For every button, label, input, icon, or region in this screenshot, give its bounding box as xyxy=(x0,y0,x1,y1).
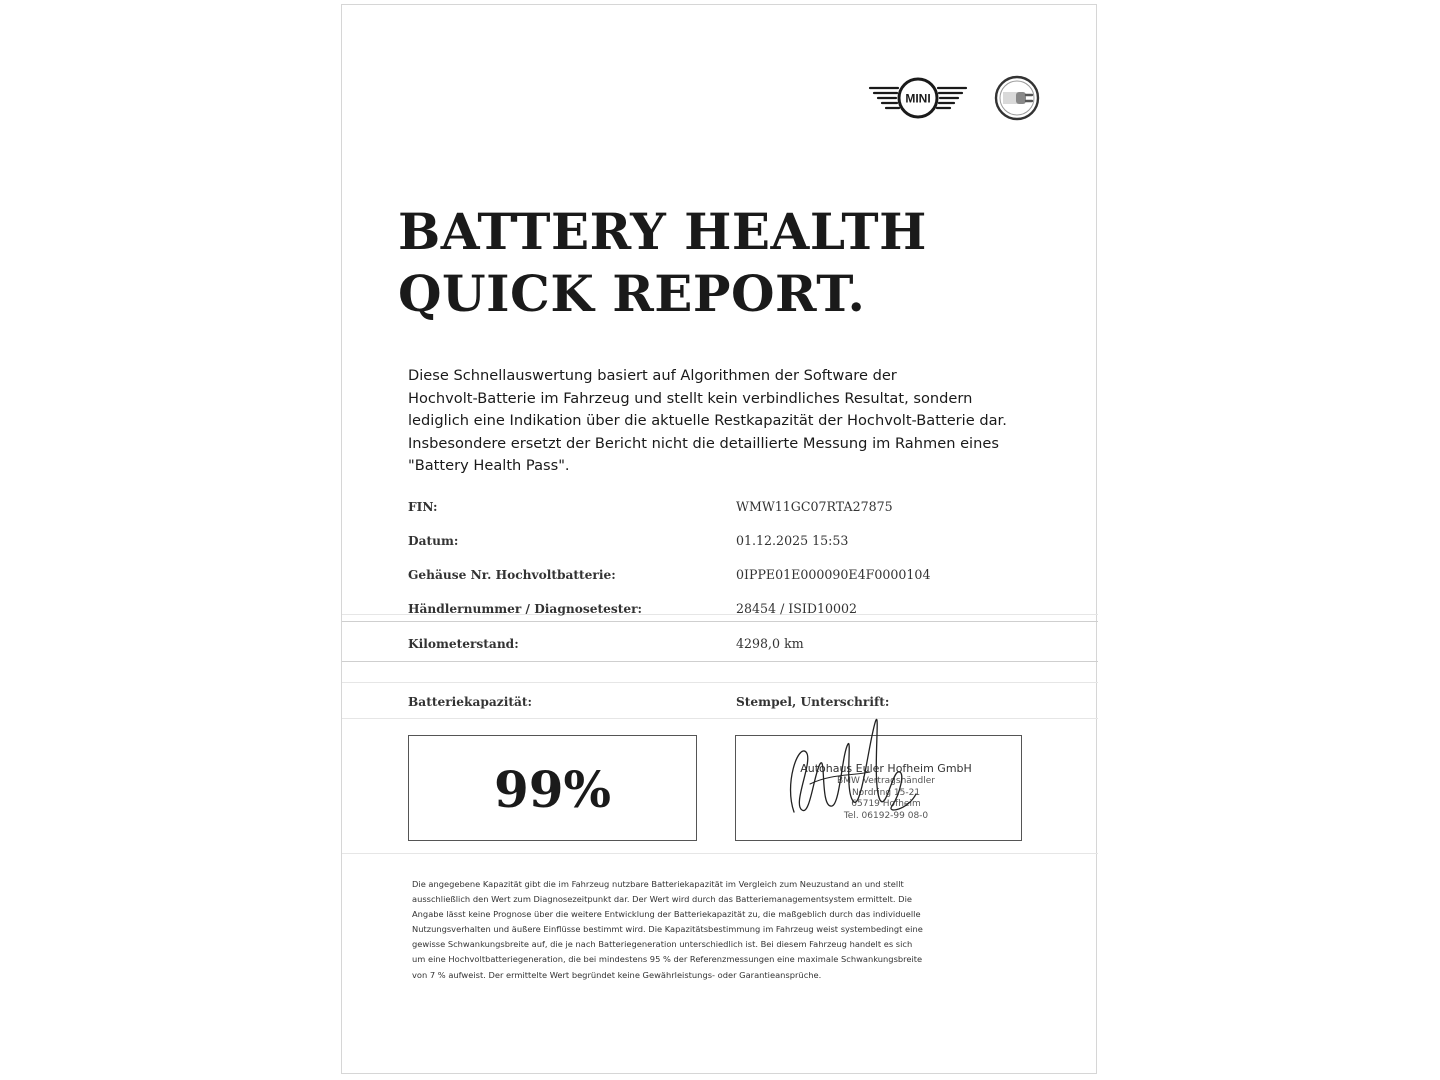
disclaimer-line: Angabe lässt keine Prognose über die weitere Entwicklung der Batteriekapazität zu, die maßgeblich durch das individuelle xyxy=(412,909,921,920)
field-value-haendler: 28454 / ISID10002 xyxy=(736,601,858,616)
disclaimer-text xyxy=(412,877,1022,983)
divider xyxy=(342,682,1098,683)
divider xyxy=(342,718,1098,719)
intro-line: Insbesondere ersetzt der Bericht nicht die detaillierte Messung im Rahmen eines xyxy=(408,434,999,452)
field-label-datum: Datum: xyxy=(408,534,459,548)
intro-line: Diese Schnellauswertung basiert auf Algorithmen der Software der xyxy=(408,367,897,384)
divider xyxy=(342,621,1098,622)
disclaimer-line: gewisse Schwankungsbreite auf, die je nach Batteriegeneration unterschiedlich ist. Bei diesem Fahrzeug handelt es sich xyxy=(412,939,913,950)
disclaimer-line: um eine Hochvoltbatteriegeneration, die bei mindestens 95 % der Referenzmessungen eine maximale Schwankungsbreite xyxy=(412,954,923,965)
capacity-box xyxy=(408,735,697,841)
title-line-1: BATTERY HEALTH xyxy=(398,202,927,261)
stamp-box xyxy=(735,735,1022,841)
stamp-line: 65719 Hofheim xyxy=(851,799,921,809)
intro-line: Hochvolt-Batterie im Fahrzeug und stellt kein verbindliches Resultat, sondern xyxy=(408,389,973,407)
handwritten-signature xyxy=(780,714,930,834)
field-label-haendler: Händlernummer / Diagnosetester: xyxy=(408,602,642,616)
field-label-kilometer: Kilometerstand: xyxy=(408,637,519,651)
field-value-datum: 01.12.2025 15:53 xyxy=(736,533,849,548)
field-value-kilometer: 4298,0 km xyxy=(736,636,804,651)
disclaimer-line: Nutzungsverhalten und äußere Einflüsse bestimmt wird. Die Kapazitätsbestimmung im Fahrzeug weist systembedingt eine xyxy=(412,924,923,935)
stamp-phone: Tel. 06192-99 08-0 xyxy=(843,810,929,821)
stamp-line: Nordring 15-21 xyxy=(851,787,921,798)
report-page xyxy=(341,4,1097,1074)
disclaimer-line: von 7 % aufweist. Der ermittelte Wert begründet keine Gewährleistungs- oder Garantieansprüche. xyxy=(412,969,822,980)
stamp-label: Stempel, Unterschrift: xyxy=(736,695,890,709)
report-title xyxy=(398,201,927,325)
logo-bar xyxy=(868,75,1040,121)
stamp-dealer-name: Autohaus Euler Hofheim GmbH xyxy=(800,762,972,775)
capacity-value: 99% xyxy=(493,760,612,819)
divider xyxy=(342,661,1098,662)
title-line-2: QUICK REPORT. xyxy=(398,264,866,323)
stamp-line: BMW Vertragshändler xyxy=(837,776,935,786)
field-label-gehaeuse: Gehäuse Nr. Hochvoltbatterie: xyxy=(408,568,616,582)
field-value-fin: WMW11GC07RTA27875 xyxy=(736,499,893,514)
field-label-fin: FIN: xyxy=(408,500,438,514)
capacity-label: Batteriekapazität: xyxy=(408,695,532,709)
disclaimer-line: ausschließlich den Wert zum Diagnosezeitpunkt dar. Der Wert wird durch das Batteriemanagementsystem ermittelt. Die xyxy=(412,894,912,905)
electric-plug-icon xyxy=(994,75,1040,121)
disclaimer-line: Die angegebene Kapazität gibt die im Fahrzeug nutzbare Batteriekapazität im Vergleich zum Neuzustand an und stellt xyxy=(412,879,904,889)
mini-logo-text: MINI xyxy=(905,91,931,106)
mini-logo-icon xyxy=(868,75,968,121)
divider xyxy=(342,853,1098,854)
field-value-gehaeuse: 0IPPE01E000090E4F0000104 xyxy=(736,567,931,582)
intro-line: "Battery Health Pass". xyxy=(408,457,570,475)
intro-paragraph xyxy=(408,365,1048,478)
intro-line: lediglich eine Indikation über die aktuelle Restkapazität der Hochvolt-Batterie dar. xyxy=(408,412,1007,430)
